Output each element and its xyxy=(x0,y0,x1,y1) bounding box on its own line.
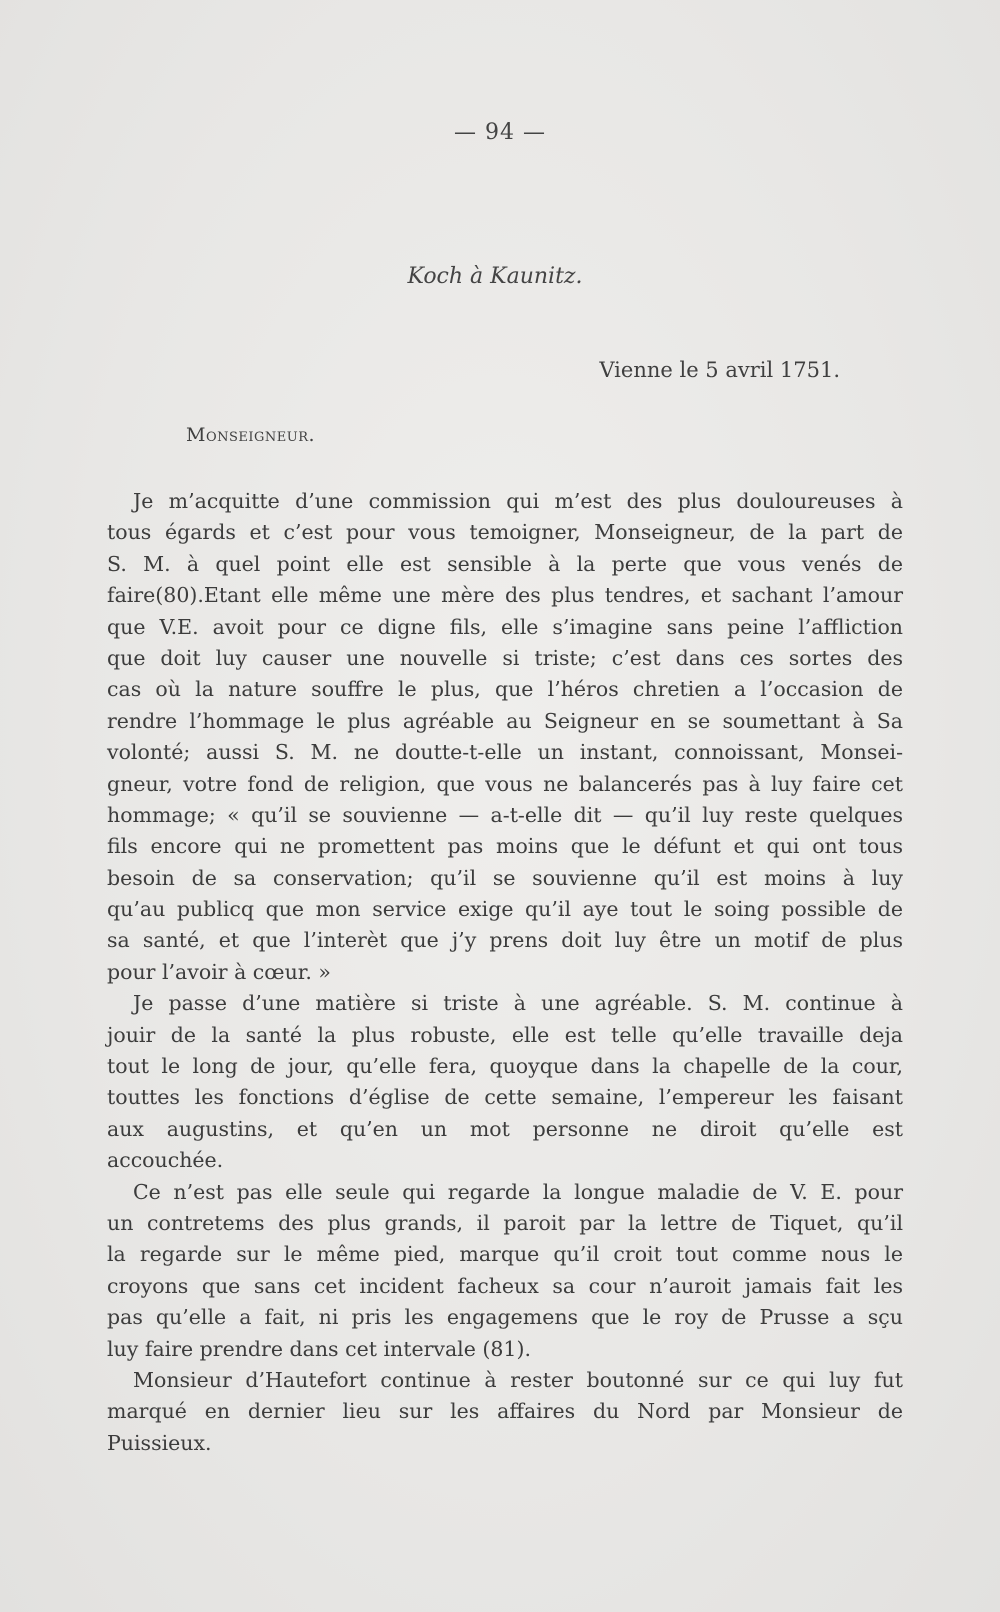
text-line: fils encore qui ne promettent pas moins que le défunt et qui ont tous xyxy=(107,834,903,859)
text-line: Ce n’est pas elle seule qui regarde la longue maladie de V. E. pour xyxy=(133,1179,903,1204)
letter-salutation: Monseigneur. xyxy=(186,424,316,446)
text-line: marqué en dernier lieu sur les affaires du Nord par Monsieur de xyxy=(107,1399,903,1424)
text-line: pas qu’elle a fait, ni pris les engagemens que le roy de Prusse a sçu xyxy=(107,1305,903,1330)
text-line: pour l’avoir à cœur. » xyxy=(107,959,331,984)
text-line: que V.E. avoit pour ce digne fils, elle s’imagine sans peine l’affliction xyxy=(107,614,903,639)
text-line: un contretems des plus grands, il paroit par la lettre de Tiquet, qu’il xyxy=(107,1210,903,1235)
text-line: faire(80).Etant elle même une mère des plus tendres, et sachant l’amour xyxy=(107,583,903,608)
text-line: tous égards et c’est pour vous temoigner, Monseigneur, de la part de xyxy=(107,520,903,545)
text-line: croyons que sans cet incident facheux sa cour n’auroit jamais fait les xyxy=(107,1273,903,1298)
text-line: que doit luy causer une nouvelle si triste; c’est dans ces sortes des xyxy=(107,645,903,670)
text-line: accouchée. xyxy=(107,1148,224,1173)
text-line: touttes les fonctions d’église de cette semaine, l’empereur les faisant xyxy=(107,1085,903,1110)
text-line: Je m’acquitte d’une commission qui m’est des plus douloureuses à xyxy=(133,489,903,513)
text-line: hommage; « qu’il se souvienne — a-t-elle dit — qu’il luy reste quelques xyxy=(107,802,903,827)
text-line: Je passe d’une matière si triste à une agréable. S. M. continue à xyxy=(133,991,903,1016)
text-line: tout le long de jour, qu’elle fera, quoyque dans la chapelle de la cour, xyxy=(107,1054,903,1079)
text-line: jouir de la santé la plus robuste, elle est telle qu’elle travaille deja xyxy=(107,1022,903,1047)
letter-heading: Koch à Kaunitz. xyxy=(407,264,583,289)
letter-dateline: Vienne le 5 avril 1751. xyxy=(599,358,840,382)
text-line: besoin de sa conservation; qu’il se souvienne qu’il est moins à luy xyxy=(107,865,903,890)
text-line: gneur, votre fond de religion, que vous ne balancerés pas à luy faire cet xyxy=(107,771,903,796)
text-line: aux augustins, et qu’en un mot personne ne diroit qu’elle est xyxy=(107,1116,903,1141)
text-line: la regarde sur le même pied, marque qu’il croit tout comme nous le xyxy=(107,1242,903,1267)
text-line: cas où la nature souffre le plus, que l’héros chretien a l’occasion de xyxy=(107,677,903,702)
text-line: qu’au publicq que mon service exige qu’il aye tout le soing possible de xyxy=(107,897,903,922)
text-line: Monsieur d’Hautefort continue à rester boutonné sur ce qui luy fut xyxy=(133,1367,903,1392)
letter-body xyxy=(107,486,903,1459)
text-line: rendre l’hommage le plus agréable au Seigneur en se soumettant à Sa xyxy=(107,708,903,733)
text-line: volonté; aussi S. M. ne doutte-t-elle un instant, connoissant, Monsei- xyxy=(107,740,903,765)
text-line: sa santé, et que l’interèt que j’y prens doit luy être un motif de plus xyxy=(107,928,903,953)
text-line: luy faire prendre dans cet intervale (81). xyxy=(107,1336,531,1361)
text-line: Puissieux. xyxy=(107,1430,212,1455)
page-number: — 94 — xyxy=(454,120,546,145)
text-line: S. M. à quel point elle est sensible à la perte que vous venés de xyxy=(107,551,903,576)
